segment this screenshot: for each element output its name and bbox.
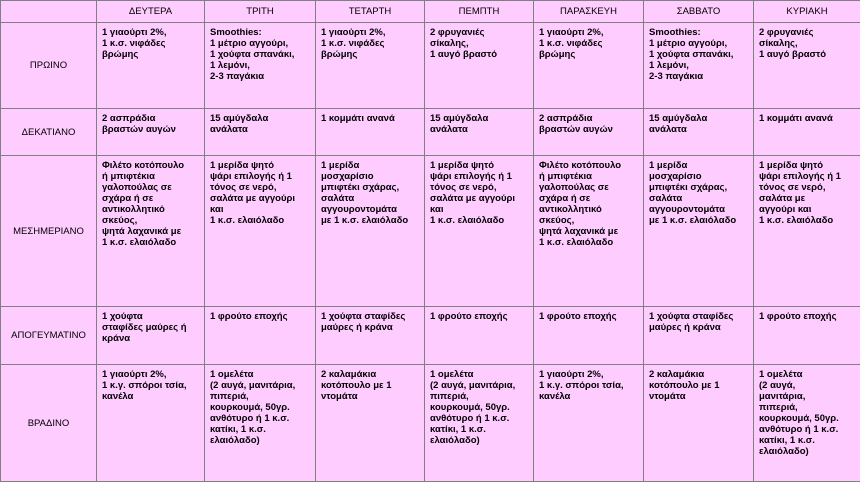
meal-row xyxy=(1,156,860,307)
cell-line: μαύρες ή κράνα xyxy=(321,322,419,333)
meal-row xyxy=(1,365,860,482)
cell-line: 15 αμύγδαλα xyxy=(430,113,528,124)
cell-line: κατίκι, 1 κ.σ. xyxy=(759,435,855,446)
meal-cell xyxy=(644,23,754,109)
cell-line: 1 κ.σ. νιφάδες xyxy=(102,38,199,49)
cell-line: σαλάτα xyxy=(649,193,748,204)
meal-cell xyxy=(205,365,316,482)
meal-cell xyxy=(534,109,644,156)
meal-name: ΒΡΑΔΙΝΟ xyxy=(1,365,97,482)
cell-line: 1 κ.σ. ελαιόλαδο xyxy=(430,215,528,226)
meal-cell xyxy=(316,109,425,156)
header-row xyxy=(1,1,860,23)
cell-line: 1 γιαούρτι 2%, xyxy=(539,27,638,38)
cell-line: 1 κ.σ. ελαιόλαδο xyxy=(759,215,855,226)
cell-line: κοτόπουλο με 1 xyxy=(321,380,419,391)
cell-line: βρώμης xyxy=(539,49,638,60)
cell-line: 2-3 παγάκια xyxy=(210,71,310,82)
meal-cell xyxy=(316,23,425,109)
cell-line: ελαιόλαδο) xyxy=(759,446,855,457)
cell-line: σαλάτα xyxy=(321,193,419,204)
cell-line: ανθότυρο ή 1 κ.σ. xyxy=(430,413,528,424)
cell-line: πιπεριά, xyxy=(210,391,310,402)
corner-cell xyxy=(1,1,97,23)
meal-name: ΔΕΚΑΤΙΑΝΟ xyxy=(1,109,97,156)
meal-cell xyxy=(754,307,860,365)
cell-line: (2 αυγά, μανιτάρια, xyxy=(430,380,528,391)
meal-name: ΠΡΩΙΝΟ xyxy=(1,23,97,109)
cell-line: κανέλα xyxy=(102,391,199,402)
cell-line: 2 φρυγανιές xyxy=(430,27,528,38)
meal-cell xyxy=(534,365,644,482)
cell-line: αγγουροντομάτα xyxy=(649,204,748,215)
cell-line: μοσχαρίσιο xyxy=(649,171,748,182)
cell-line: κράνα xyxy=(102,333,199,344)
meal-cell xyxy=(205,23,316,109)
day-header: ΣΑΒΒΑΤΟ xyxy=(644,1,754,23)
meal-cell xyxy=(425,365,534,482)
meal-cell xyxy=(97,109,205,156)
cell-line: 15 αμύγδαλα xyxy=(210,113,310,124)
meal-row xyxy=(1,109,860,156)
cell-line: μαύρες ή κράνα xyxy=(649,322,748,333)
cell-line: 1 μέτριο αγγούρι, xyxy=(210,38,310,49)
cell-line: 1 κ.σ. ελαιόλαδο xyxy=(210,215,310,226)
meal-cell xyxy=(97,156,205,307)
meal-cell xyxy=(205,156,316,307)
cell-line: 1 γιαούρτι 2%, xyxy=(102,27,199,38)
cell-line: 1 κομμάτι ανανά xyxy=(321,113,419,124)
cell-line: με 1 κ.σ. ελαιόλαδο xyxy=(649,215,748,226)
cell-line: κουρκουμά, 50γρ. xyxy=(210,402,310,413)
cell-line: ανάλατα xyxy=(649,124,748,135)
cell-line: 1 ομελέτα xyxy=(759,369,855,380)
cell-line: αγγούρι και xyxy=(759,204,855,215)
meal-cell xyxy=(97,365,205,482)
cell-line: πιπεριά, xyxy=(430,391,528,402)
meal-cell xyxy=(205,307,316,365)
cell-line: 1 φρούτο εποχής xyxy=(430,311,528,322)
meal-cell xyxy=(754,156,860,307)
cell-line: 1 κομμάτι ανανά xyxy=(759,113,855,124)
cell-line: ψάρι επιλογής ή 1 xyxy=(759,171,855,182)
cell-line: 2 ασπράδια xyxy=(539,113,638,124)
cell-line: 15 αμύγδαλα xyxy=(649,113,748,124)
meal-cell xyxy=(425,156,534,307)
cell-line: ντομάτα xyxy=(649,391,748,402)
cell-line: κατίκι, 1 κ.σ. xyxy=(430,424,528,435)
day-header: ΠΑΡΑΣΚΕΥΗ xyxy=(534,1,644,23)
cell-line: 2 ασπράδια xyxy=(102,113,199,124)
cell-line: 1 μερίδα xyxy=(649,160,748,171)
cell-line: και xyxy=(430,204,528,215)
cell-line: βρώμης xyxy=(321,49,419,60)
cell-line: 1 μέτριο αγγούρι, xyxy=(649,38,748,49)
cell-line: 1 μερίδα ψητό xyxy=(759,160,855,171)
cell-line: ελαιόλαδο) xyxy=(210,435,310,446)
cell-line: ντομάτα xyxy=(321,391,419,402)
cell-line: 1 χούφτα σταφίδες xyxy=(321,311,419,322)
cell-line: ή μπιφτέκια xyxy=(102,171,199,182)
cell-line: Φιλέτο κοτόπουλο xyxy=(539,160,638,171)
meal-cell xyxy=(754,109,860,156)
meal-cell xyxy=(644,365,754,482)
cell-line: 1 κ.σ. νιφάδες xyxy=(539,38,638,49)
cell-line: γαλοπούλας σε xyxy=(539,182,638,193)
cell-line: τόνος σε νερό, xyxy=(759,182,855,193)
cell-line: μοσχαρίσιο xyxy=(321,171,419,182)
cell-line: 1 φρούτο εποχής xyxy=(759,311,855,322)
cell-line: ψητά λαχανικά με xyxy=(539,226,638,237)
cell-line: 2-3 παγάκια xyxy=(649,71,748,82)
cell-line: ανάλατα xyxy=(210,124,310,135)
cell-line: 1 κ.σ. ελαιόλαδο xyxy=(539,237,638,248)
cell-line: και xyxy=(210,204,310,215)
cell-line: 1 γιαούρτι 2%, xyxy=(539,369,638,380)
cell-line: ή μπιφτέκια xyxy=(539,171,638,182)
cell-line: 1 λεμόνι, xyxy=(210,60,310,71)
cell-line: 1 φρούτο εποχής xyxy=(210,311,310,322)
cell-line: 1 χούφτα σταφίδες xyxy=(649,311,748,322)
meal-cell xyxy=(644,109,754,156)
cell-line: (2 αυγά, μανιτάρια, xyxy=(210,380,310,391)
cell-line: 1 ομελέτα xyxy=(210,369,310,380)
cell-line: κουρκουμά, 50γρ. xyxy=(759,413,855,424)
cell-line: ανθότυρο ή 1 κ.σ. xyxy=(210,413,310,424)
cell-line: κοτόπουλο με 1 xyxy=(649,380,748,391)
day-header: ΤΡΙΤΗ xyxy=(205,1,316,23)
cell-line: σαλάτα με αγγούρι xyxy=(430,193,528,204)
cell-line: κανέλα xyxy=(539,391,638,402)
cell-line: με 1 κ.σ. ελαιόλαδο xyxy=(321,215,419,226)
meal-cell xyxy=(316,307,425,365)
cell-line: 1 αυγό βραστό xyxy=(430,49,528,60)
meal-cell xyxy=(754,365,860,482)
cell-line: 1 μερίδα xyxy=(321,160,419,171)
cell-line: 1 λεμόνι, xyxy=(649,60,748,71)
cell-line: κουρκουμά, 50γρ. xyxy=(430,402,528,413)
cell-line: ψάρι επιλογής ή 1 xyxy=(430,171,528,182)
cell-line: σκεύος, xyxy=(102,215,199,226)
cell-line: ψάρι επιλογής ή 1 xyxy=(210,171,310,182)
cell-line: σχάρα ή σε xyxy=(102,193,199,204)
cell-line: 1 φρούτο εποχής xyxy=(539,311,638,322)
cell-line: 1 χούφτα σπανάκι, xyxy=(649,49,748,60)
day-header: ΚΥΡΙΑΚΗ xyxy=(754,1,860,23)
cell-line: 1 κ.γ. σπόροι τσία, xyxy=(539,380,638,391)
cell-line: βραστών αυγών xyxy=(539,124,638,135)
cell-line: 1 γιαούρτι 2%, xyxy=(321,27,419,38)
meal-cell xyxy=(425,109,534,156)
cell-line: ψητά λαχανικά με xyxy=(102,226,199,237)
cell-line: 1 γιαούρτι 2%, xyxy=(102,369,199,380)
cell-line: τόνος σε νερό, xyxy=(430,182,528,193)
cell-line: σχάρα ή σε xyxy=(539,193,638,204)
cell-line: αγγουροντομάτα xyxy=(321,204,419,215)
cell-line: σίκαλης, xyxy=(759,38,855,49)
cell-line: 1 αυγό βραστό xyxy=(759,49,855,60)
meal-cell xyxy=(534,156,644,307)
table-body xyxy=(1,1,860,482)
cell-line: μπιφτέκι σχάρας, xyxy=(321,182,419,193)
cell-line: 2 καλαμάκια xyxy=(321,369,419,380)
cell-line: Smoothies: xyxy=(210,27,310,38)
cell-line: 1 μερίδα ψητό xyxy=(210,160,310,171)
cell-line: αντικολλητικό xyxy=(539,204,638,215)
cell-line: μανιτάρια, xyxy=(759,391,855,402)
cell-line: βρώμης xyxy=(102,49,199,60)
cell-line: 2 καλαμάκια xyxy=(649,369,748,380)
cell-line: 1 κ.γ. σπόροι τσία, xyxy=(102,380,199,391)
cell-line: σαλάτα με αγγούρι xyxy=(210,193,310,204)
cell-line: σκεύος, xyxy=(539,215,638,226)
meal-cell xyxy=(97,23,205,109)
meal-cell xyxy=(97,307,205,365)
meal-cell xyxy=(534,23,644,109)
cell-line: πιπεριά, xyxy=(759,402,855,413)
cell-line: 1 χούφτα σπανάκι, xyxy=(210,49,310,60)
meal-row xyxy=(1,307,860,365)
cell-line: γαλοπούλας σε xyxy=(102,182,199,193)
day-header: ΠΕΜΠΤΗ xyxy=(425,1,534,23)
cell-line: αντικολλητικό xyxy=(102,204,199,215)
cell-line: τόνος σε νερό, xyxy=(210,182,310,193)
cell-line: Φιλέτο κοτόπουλο xyxy=(102,160,199,171)
cell-line: βραστών αυγών xyxy=(102,124,199,135)
meal-cell xyxy=(754,23,860,109)
cell-line: Smoothies: xyxy=(649,27,748,38)
meal-cell xyxy=(205,109,316,156)
meal-cell xyxy=(425,307,534,365)
meal-row xyxy=(1,23,860,109)
meal-cell xyxy=(644,307,754,365)
meal-cell xyxy=(425,23,534,109)
meal-name: ΑΠΟΓΕΥΜΑΤΙΝΟ xyxy=(1,307,97,365)
cell-line: σταφίδες μαύρες ή xyxy=(102,322,199,333)
cell-line: 1 μερίδα ψητό xyxy=(430,160,528,171)
cell-line: ανθότυρο ή 1 κ.σ. xyxy=(759,424,855,435)
cell-line: 1 κ.σ. ελαιόλαδο xyxy=(102,237,199,248)
cell-line: κατίκι, 1 κ.σ. xyxy=(210,424,310,435)
cell-line: σαλάτα με xyxy=(759,193,855,204)
meal-cell xyxy=(316,156,425,307)
cell-line: ελαιόλαδο) xyxy=(430,435,528,446)
cell-line: 1 ομελέτα xyxy=(430,369,528,380)
cell-line: σίκαλης, xyxy=(430,38,528,49)
cell-line: μπιφτέκι σχάρας, xyxy=(649,182,748,193)
meal-name: ΜΕΣΗΜΕΡΙΑΝΟ xyxy=(1,156,97,307)
day-header: ΔΕΥΤΕΡΑ xyxy=(97,1,205,23)
cell-line: (2 αυγά, xyxy=(759,380,855,391)
meal-cell xyxy=(316,365,425,482)
day-header: ΤΕΤΑΡΤΗ xyxy=(316,1,425,23)
cell-line: 1 κ.σ. νιφάδες xyxy=(321,38,419,49)
cell-line: 1 χούφτα xyxy=(102,311,199,322)
meal-cell xyxy=(644,156,754,307)
cell-line: 2 φρυγανιές xyxy=(759,27,855,38)
cell-line: ανάλατα xyxy=(430,124,528,135)
meal-cell xyxy=(534,307,644,365)
